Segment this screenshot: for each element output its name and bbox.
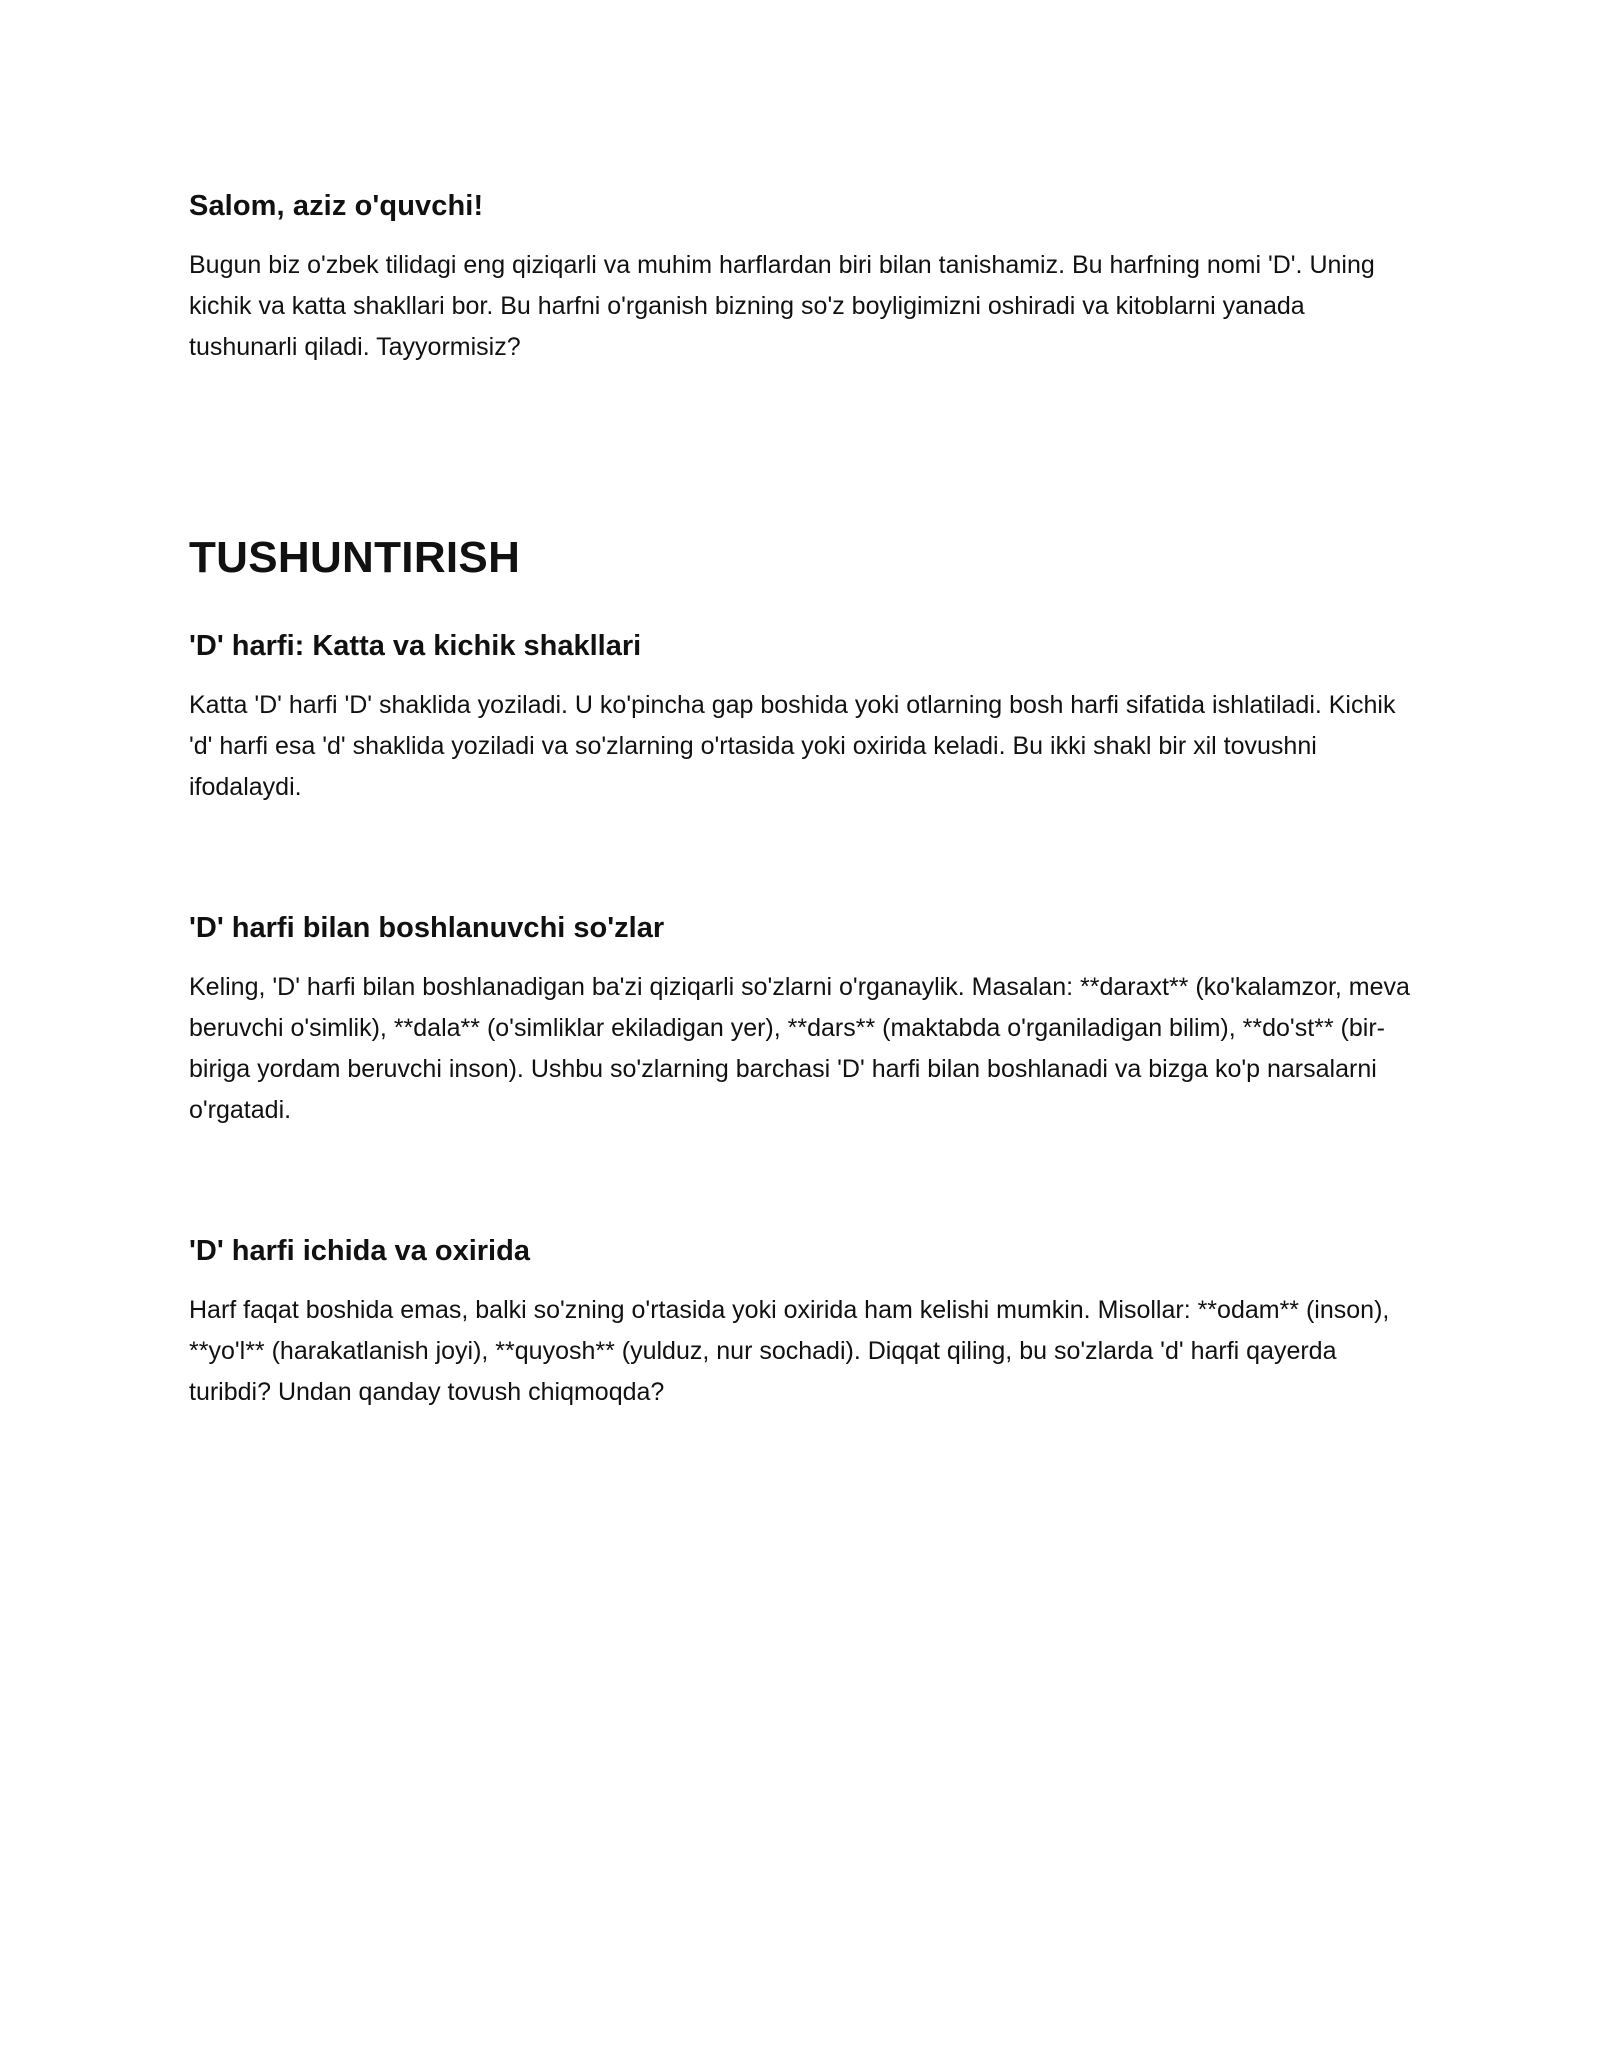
- section-title: 'D' harfi ichida va oxirida: [189, 1235, 530, 1267]
- section-paragraph: Katta 'D' harfi 'D' shaklida yoziladi. U ko'pincha gap boshida yoki otlarning bosh harfi sifatida ishlatiladi. Kichik 'd' harfi esa 'd' shaklida yoziladi va so'zlarning o'rtasida yoki oxirida keladi. Bu ikki shakl bir xil tovushni ifodalaydi.: [189, 691, 1396, 801]
- section-paragraph: Keling, 'D' harfi bilan boshlanadigan ba'zi qiziqarli so'zlarni o'rganaylik. Masalan: **daraxt** (ko'kalamzor, meva beruvchi o'simlik), **dala** (o'simliklar ekiladigan yer), **dars** (maktabda o'rganiladigan bilim), **do'st** (bir-biriga yordam beruvchi inson). Ushbu so'zlarning barchasi 'D' harfi bilan boshlanadi va bizga ko'p narsalarni o'rgatadi.: [189, 973, 1410, 1124]
- main-heading-section: [189, 532, 1419, 584]
- section-starting-words: [189, 910, 1419, 1131]
- section-paragraph: Harf faqat boshida emas, balki so'zning o'rtasida yoki oxirida ham kelishi mumkin. Misollar: **odam** (inson), **yo'l** (harakatlanish joyi), **quyosh** (yulduz, nur sochadi). Diqqat qiling, bu so'zlarda 'd' harfi qayerda turibdi? Undan qanday tovush chiqmoqda?: [189, 1296, 1390, 1406]
- greeting-section: [189, 188, 1419, 368]
- section-middle-end: [189, 1233, 1419, 1413]
- greeting-title: Salom, aziz o'quvchi!: [189, 190, 484, 222]
- section-title: 'D' harfi: Katta va kichik shakllari: [189, 630, 642, 662]
- section-title: 'D' harfi bilan boshlanuvchi so'zlar: [189, 912, 665, 944]
- section-letter-forms: [189, 628, 1419, 808]
- greeting-paragraph: Bugun biz o'zbek tilidagi eng qiziqarli va muhim harflardan biri bilan tanishamiz. Bu harfning nomi 'D'. Uning kichik va katta shakllari bor. Bu harfni o'rganish bizning so'z boyligimizni oshiradi va kitoblarni yanada tushunarli qiladi. Tayyormisiz?: [189, 251, 1375, 361]
- main-heading: TUSHUNTIRISH: [189, 533, 521, 582]
